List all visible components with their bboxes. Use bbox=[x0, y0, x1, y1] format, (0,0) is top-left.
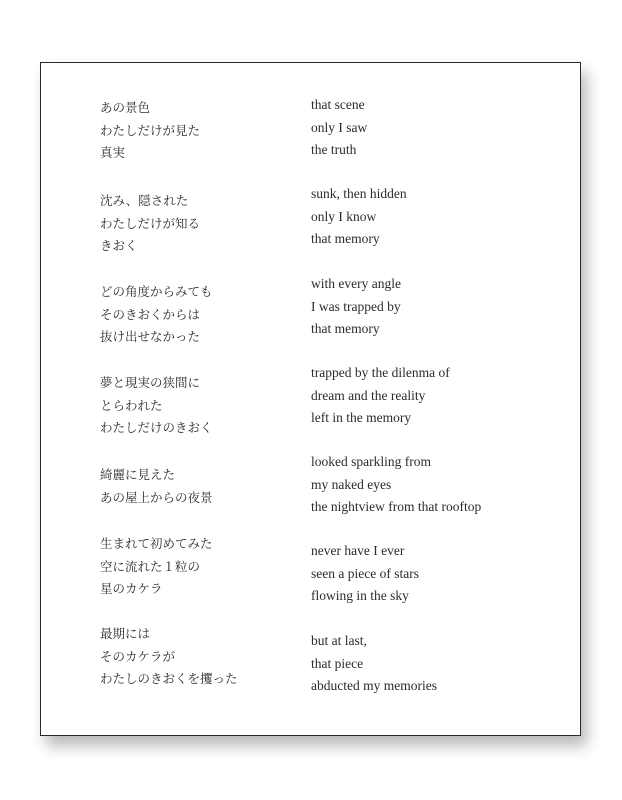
ja-line: わたしだけのきおく bbox=[100, 420, 213, 436]
english-stanza-4 bbox=[311, 362, 450, 430]
ja-line: 空に流れた１粒の bbox=[100, 558, 201, 574]
english-stanza-6 bbox=[311, 540, 419, 608]
en-line: seen a piece of stars bbox=[311, 565, 419, 581]
en-line: that scene bbox=[311, 97, 365, 112]
ja-line: わたしだけが見た bbox=[100, 122, 201, 138]
japanese-stanza-1 bbox=[100, 97, 200, 165]
ja-line: きおく bbox=[100, 238, 138, 254]
ja-line: 生まれて初めてみた bbox=[100, 536, 213, 551]
ja-line: そのきおくからは bbox=[100, 306, 201, 322]
en-line: only I know bbox=[311, 208, 377, 224]
en-line: abducted my memories bbox=[311, 678, 437, 694]
en-line: sunk, then hidden bbox=[311, 186, 407, 201]
en-line: that memory bbox=[311, 231, 380, 247]
en-line: I was trapped by bbox=[311, 298, 401, 314]
japanese-stanza-6 bbox=[100, 533, 213, 601]
ja-line: わたしのきおくを攫った bbox=[100, 671, 238, 687]
en-line: that piece bbox=[311, 655, 364, 671]
english-stanza-3 bbox=[311, 273, 401, 341]
en-line: trapped by the dilenma of bbox=[311, 365, 450, 380]
ja-line: 沈み、隠された bbox=[100, 193, 189, 208]
en-line: the truth bbox=[311, 142, 357, 158]
english-stanza-2 bbox=[311, 183, 407, 251]
japanese-stanza-2 bbox=[100, 190, 200, 258]
japanese-stanza-4 bbox=[100, 372, 213, 440]
ja-line: 綺麗に見えた bbox=[100, 467, 176, 482]
english-stanza-1 bbox=[311, 94, 367, 162]
ja-line: わたしだけが知る bbox=[100, 215, 201, 231]
ja-line: とらわれた bbox=[100, 397, 163, 413]
ja-line: 夢と現実の狭間に bbox=[100, 375, 201, 390]
en-line: left in the memory bbox=[311, 410, 412, 426]
en-line: the nightview from that rooftop bbox=[311, 499, 482, 515]
ja-line: あの景色 bbox=[100, 100, 151, 115]
en-line: only I saw bbox=[311, 119, 368, 135]
en-line: dream and the reality bbox=[311, 387, 426, 403]
english-stanza-5 bbox=[311, 451, 481, 519]
en-line: but at last, bbox=[311, 633, 367, 648]
ja-line: あの屋上からの夜景 bbox=[100, 489, 213, 505]
japanese-stanza-7 bbox=[100, 623, 238, 691]
ja-line: そのカケラが bbox=[100, 648, 176, 664]
ja-line: 抜け出せなかった bbox=[100, 329, 201, 345]
ja-line: 真実 bbox=[100, 145, 126, 161]
poem-page bbox=[40, 62, 581, 736]
ja-line: 最期には bbox=[100, 626, 151, 641]
japanese-stanza-5 bbox=[100, 464, 213, 509]
en-line: looked sparkling from bbox=[311, 454, 431, 469]
ja-line: どの角度からみても bbox=[100, 284, 213, 299]
en-line: flowing in the sky bbox=[311, 588, 409, 604]
en-line: never have I ever bbox=[311, 543, 405, 558]
en-line: with every angle bbox=[311, 276, 401, 291]
japanese-stanza-3 bbox=[100, 281, 213, 349]
english-stanza-7 bbox=[311, 630, 437, 698]
en-line: my naked eyes bbox=[311, 476, 392, 492]
ja-line: 星のカケラ bbox=[100, 581, 163, 597]
en-line: that memory bbox=[311, 321, 380, 337]
